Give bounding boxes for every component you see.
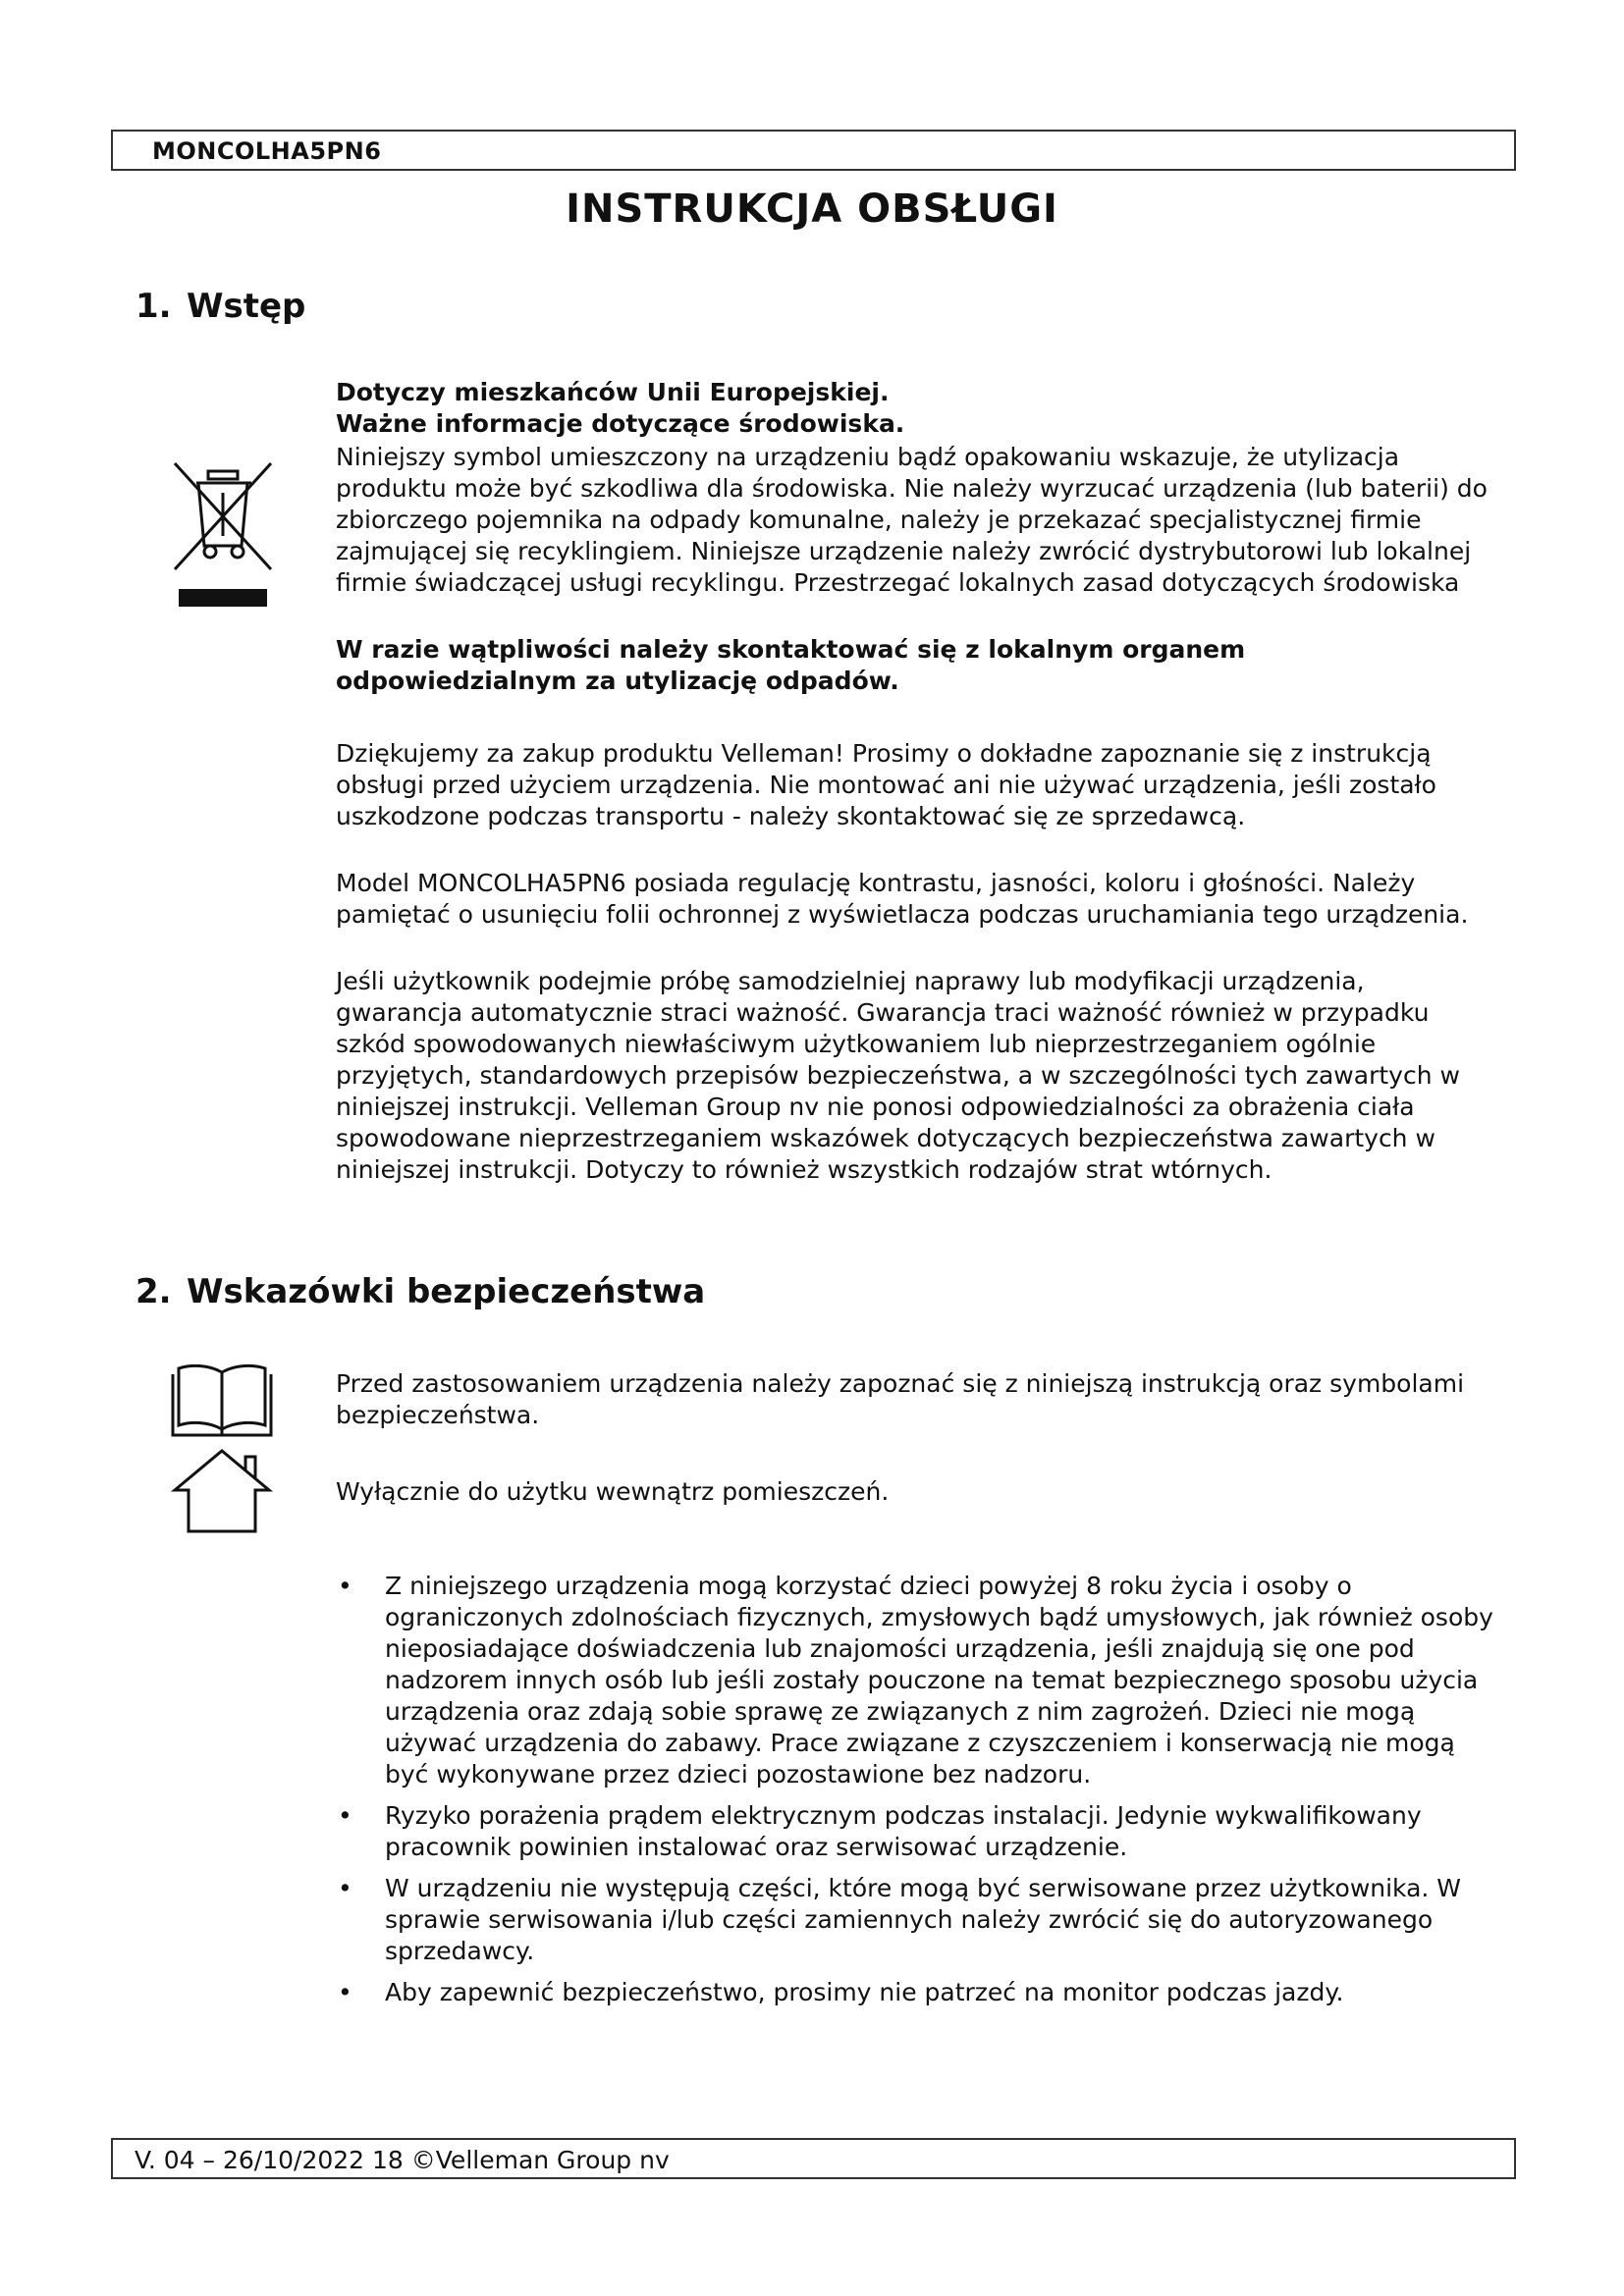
section-2-number: 2. xyxy=(135,1272,172,1311)
list-item xyxy=(336,1873,1494,1967)
section-2-title: Wskazówki bezpieczeństwa xyxy=(187,1272,706,1311)
bullet-marker: • xyxy=(338,1874,352,1902)
weee-crossed-bin-icon xyxy=(169,461,277,614)
indoor-use-house-icon xyxy=(169,1447,275,1535)
eu-notice-contact: W razie wątpliwości należy skontaktować się z lokalnym organem odpowiedzialnym za utylizację odpadów. xyxy=(336,635,1246,695)
eu-notice-line-1: Dotyczy mieszkańców Unii Europejskiej. xyxy=(336,378,890,406)
section-1-heading xyxy=(135,287,305,326)
eu-notice-text: Niniejszy symbol umieszczony na urządzeniu bądź opakowaniu wskazuje, że utylizacja produktu może być szkodliwa dla środowiska. Nie należy wyrzucać urządzenia (lub baterii) do zbiorczego pojemnika na odpady komunalne, należy je przekazać specjalistycznej firmie zajmującej się recyklingiem. Niniejsze urządzenie należy zwrócić dystrybutorowi lub lokalnej firmie świadczącej usługi recyklingu. Przestrzegać lokalnych zasad dotyczących środowiska xyxy=(336,443,1488,597)
list-item xyxy=(336,1571,1494,1790)
bullet-marker: • xyxy=(338,1572,352,1600)
model-info-paragraph: Model MONCOLHA5PN6 posiada regulację kontrastu, jasności, koloru i głośności. Należy pamiętać o usunięciu folii ochronnej z wyświetlacza podczas uruchamiania tego urządzenia. xyxy=(336,869,1469,929)
bullet-text: Ryzyko porażenia prądem elektrycznym podczas instalacji. Jedynie wykwalifikowany pracownik powinien instalować oraz serwisować urządzenie. xyxy=(385,1801,1422,1861)
list-item xyxy=(336,1800,1494,1863)
section-1-title: Wstęp xyxy=(187,287,306,326)
footer-text: V. 04 – 26/10/2022 18 ©Velleman Group nv xyxy=(135,2146,670,2174)
bullet-marker: • xyxy=(338,1978,352,2006)
bullet-text: Aby zapewnić bezpieczeństwo, prosimy nie patrzeć na monitor podczas jazdy. xyxy=(385,1978,1344,2006)
section-2-heading xyxy=(135,1272,705,1311)
bullet-text: W urządzeniu nie występują części, które mogą być serwisowane przez użytkownika. W sprawie serwisowania i/lub części zamiennych należy zwrócić się do autoryzowanego sprzedawcy. xyxy=(385,1874,1462,1965)
safety-bullet-list xyxy=(336,1571,1494,2018)
warranty-paragraph: Jeśli użytkownik podejmie próbę samodzielniej naprawy lub modyfikacji urządzenia, gwarancja automatycznie straci ważność. Gwarancja traci ważność również w przypadku szkód spowodowanych niewłaściwym użytkowaniem lub nieprzestrzeganiem ogólnie przyjętych, standardowych przepisów bezpieczeństwa, a w szczególności tych zawartych w niniejszej instrukcji. Velleman Group nv nie ponosi odpowiedzialności za obrażenia ciała spowodowane nieprzestrzeganiem wskazówek dotyczących bezpieczeństwa zawartych w niniejszej instrukcji. Dotyczy to również wszystkich rodzajów strat wtórnych. xyxy=(336,967,1460,1184)
eu-notice-line-2: Ważne informacje dotyczące środowiska. xyxy=(336,409,905,438)
manual-note: Przed zastosowaniem urządzenia należy zapoznać się z niniejszą instrukcją oraz symbolami bezpieczeństwa. xyxy=(336,1369,1465,1429)
model-code: MONCOLHA5PN6 xyxy=(152,137,382,165)
bullet-text: Z niniejszego urządzenia mogą korzystać dzieci powyżej 8 roku życia i osoby o ograniczonych zdolnościach fizycznych, zmysłowych bądź umysłowych, jak również osoby nieposiadające doświadczenia lub znajomości urządzenia, jeśli znajdują się one pod nadzorem innych osób lub jeśli zostały pouczone na temat bezpiecznego sposobu użycia urządzenia oraz zdają sobie sprawę ze związanych z nim zagrożeń. Dzieci nie mogą używać urządzenia do zabawy. Prace związane z czyszczeniem i konserwacją nie mogą być wykonywane przez dzieci pozostawione bez nadzoru. xyxy=(385,1572,1493,1789)
thanks-paragraph: Dziękujemy za zakup produktu Velleman! Prosimy o dokładne zapoznanie się z instrukcją obsługi przed użyciem urządzenia. Nie montować ani nie używać urządzenia, jeśli zostało uszkodzone podczas transportu - należy skontaktować się ze sprzedawcą. xyxy=(336,739,1436,830)
read-manual-book-icon xyxy=(169,1361,275,1439)
indoor-note: Wyłącznie do użytku wewnątrz pomieszczeń. xyxy=(336,1477,890,1506)
document-title: INSTRUKCJA OBSŁUGI xyxy=(566,187,1058,232)
section-1-number: 1. xyxy=(135,287,172,326)
bullet-marker: • xyxy=(338,1801,352,1830)
list-item xyxy=(336,1977,1494,2008)
header-box xyxy=(111,130,1516,171)
footer-box xyxy=(111,2138,1516,2179)
